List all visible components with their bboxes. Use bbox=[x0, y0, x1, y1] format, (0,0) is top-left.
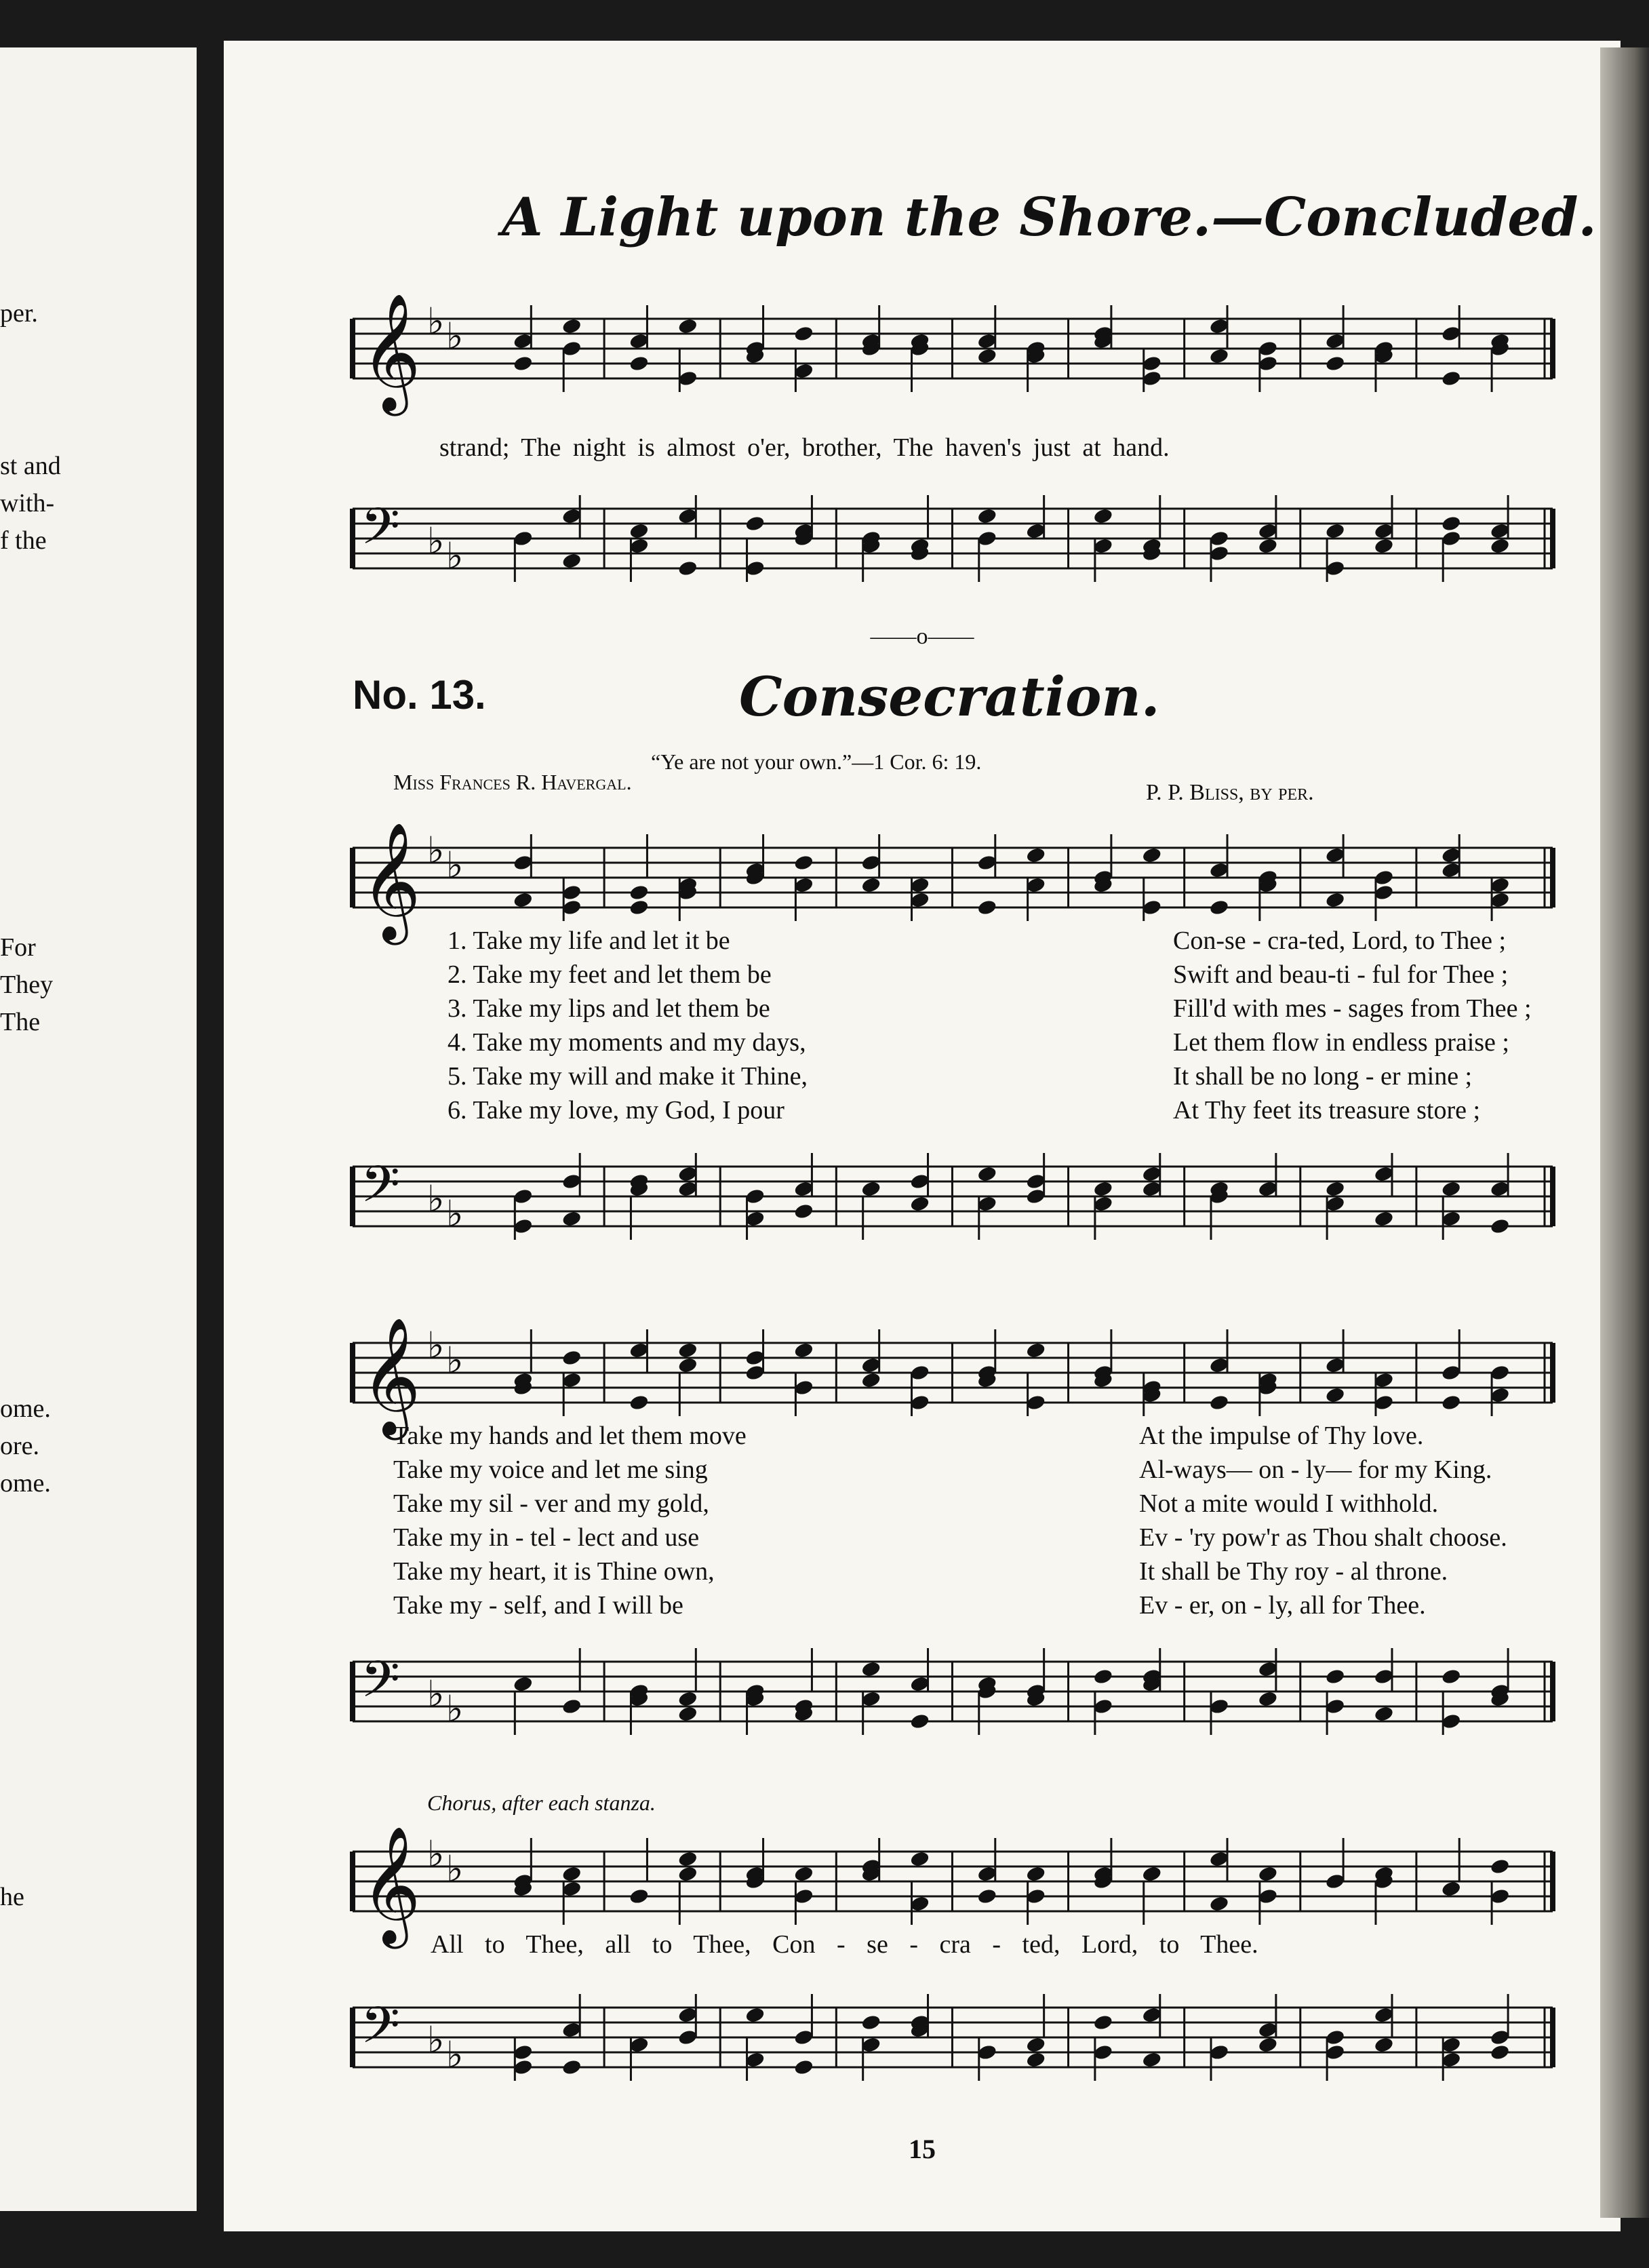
verse-line: Not a mite would I withhold. bbox=[1139, 1489, 1439, 1518]
facing-page-text: he bbox=[0, 1883, 24, 1911]
author-credit: Miss Frances R. Havergal. bbox=[393, 770, 632, 794]
note-head bbox=[1258, 2036, 1279, 2054]
hymnal-page bbox=[224, 41, 1621, 2231]
note-head bbox=[561, 552, 582, 570]
verse-line: Ev - er, on - ly, all for Thee. bbox=[1139, 1591, 1426, 1620]
treble-clef-icon: 𝄞 bbox=[361, 822, 421, 940]
note-head bbox=[909, 1850, 930, 1868]
note-head bbox=[629, 1394, 650, 1411]
music-staff-bass bbox=[339, 1133, 1573, 1262]
chorus-lyrics: All to Thee, all to Thee, Con - se - cra - ted, Lord, to Thee. bbox=[431, 1930, 1258, 1959]
note-head bbox=[1490, 1858, 1511, 1875]
note-head bbox=[629, 522, 650, 540]
facing-page-text: ore. bbox=[0, 1432, 40, 1460]
flat-icon: ♭ bbox=[427, 520, 445, 562]
note-head bbox=[1441, 370, 1462, 387]
flat-icon: ♭ bbox=[427, 1673, 445, 1715]
music-staff-bass bbox=[339, 475, 1573, 610]
flat-icon: ♭ bbox=[446, 1847, 464, 1890]
verse-line: 1. Take my life and let it be bbox=[448, 926, 730, 955]
note-head bbox=[744, 2006, 766, 2024]
flat-icon: ♭ bbox=[427, 1177, 445, 1220]
note-head bbox=[677, 317, 698, 335]
note-head bbox=[860, 1371, 881, 1389]
music-staff-bass bbox=[339, 1628, 1573, 1757]
song-title: A Light upon the Shore.—Concluded. bbox=[502, 187, 1597, 248]
verse-line: Take my - self, and I will be bbox=[393, 1591, 683, 1620]
flat-icon: ♭ bbox=[446, 1192, 464, 1235]
chorus-label: Chorus, after each stanza. bbox=[427, 1791, 656, 1815]
verse-line: Con-se - cra-ted, Lord, to Thee ; bbox=[1173, 926, 1507, 955]
verse-line: 4. Take my moments and my days, bbox=[448, 1028, 806, 1057]
verse-line: Take my in - tel - lect and use bbox=[393, 1523, 700, 1552]
song-title: Consecration. bbox=[739, 665, 1160, 728]
note-head bbox=[629, 899, 650, 916]
note-head bbox=[1490, 2044, 1511, 2061]
note-head bbox=[677, 1850, 698, 1868]
note-head bbox=[976, 1165, 997, 1183]
note-head bbox=[561, 2058, 582, 2076]
note-head bbox=[976, 507, 997, 525]
note-head bbox=[1141, 2051, 1162, 2069]
note-head bbox=[1441, 1394, 1462, 1411]
note-head bbox=[860, 876, 881, 894]
note-head bbox=[1093, 1180, 1114, 1198]
treble-clef-icon: 𝄞 bbox=[361, 1826, 421, 1944]
note-head bbox=[976, 347, 997, 365]
flat-icon: ♭ bbox=[446, 534, 464, 577]
note-head bbox=[1209, 347, 1230, 365]
note-head bbox=[1441, 515, 1462, 532]
note-head bbox=[1209, 1394, 1230, 1411]
note-head bbox=[1374, 537, 1395, 555]
verse-line: Take my hands and let them move bbox=[393, 1422, 747, 1450]
note-head bbox=[1490, 1217, 1511, 1235]
music-staff-treble bbox=[339, 1309, 1573, 1438]
verse-line: It shall be no long - er mine ; bbox=[1173, 1062, 1473, 1091]
facing-page-text: per. bbox=[0, 299, 38, 328]
flat-icon: ♭ bbox=[427, 829, 445, 872]
note-head bbox=[1441, 1880, 1462, 1898]
note-head bbox=[677, 1705, 698, 1723]
verse-line: 6. Take my love, my God, I pour bbox=[448, 1096, 784, 1125]
verse-line: Take my heart, it is Thine own, bbox=[393, 1557, 715, 1586]
note-head bbox=[561, 1210, 582, 1228]
note-head bbox=[860, 2014, 881, 2031]
verse-line: 2. Take my feet and let them be bbox=[448, 960, 772, 989]
note-head bbox=[561, 1349, 582, 1367]
verse-line: Ev - 'ry pow'r as Thou shalt choose. bbox=[1139, 1523, 1507, 1552]
note-head bbox=[793, 1342, 814, 1359]
note-head bbox=[1441, 1668, 1462, 1685]
note-head bbox=[744, 515, 766, 532]
facing-page-text: The bbox=[0, 1008, 41, 1036]
music-staff-treble bbox=[339, 1818, 1573, 1947]
epigraph: “Ye are not your own.”—1 Cor. 6: 19. bbox=[651, 749, 982, 774]
verse-line: At the impulse of Thy love. bbox=[1139, 1422, 1424, 1450]
flat-icon: ♭ bbox=[446, 1339, 464, 1382]
note-head bbox=[1258, 537, 1279, 555]
verse-line: At Thy feet its treasure store ; bbox=[1173, 1096, 1481, 1125]
note-head bbox=[909, 1713, 930, 1730]
note-head bbox=[1025, 1342, 1046, 1359]
verse-line: Swift and beau-ti - ful for Thee ; bbox=[1173, 960, 1509, 989]
treble-clef-icon: 𝄞 bbox=[361, 293, 421, 411]
note-head bbox=[1258, 1690, 1279, 1708]
note-head bbox=[793, 1203, 814, 1220]
note-head bbox=[629, 355, 650, 372]
note-head bbox=[513, 1675, 534, 1693]
note-head bbox=[677, 1865, 698, 1883]
note-head bbox=[677, 1342, 698, 1359]
facing-page-text: ome. bbox=[0, 1394, 51, 1423]
note-head bbox=[561, 1698, 582, 1715]
note-head bbox=[1209, 1895, 1230, 1913]
page-binding-edge bbox=[1600, 47, 1649, 2218]
note-head bbox=[1374, 1705, 1395, 1723]
music-staff-treble bbox=[339, 814, 1573, 943]
flat-icon: ♭ bbox=[427, 1833, 445, 1875]
verse-line: 3. Take my lips and let them be bbox=[448, 994, 770, 1023]
verse-line: Fill'd with mes - sages from Thee ; bbox=[1173, 994, 1532, 1023]
note-head bbox=[561, 317, 582, 335]
verse-line: Take my sil - ver and my gold, bbox=[393, 1489, 709, 1518]
note-head bbox=[1025, 2051, 1046, 2069]
note-head bbox=[677, 1690, 698, 1708]
note-head bbox=[1258, 1865, 1279, 1883]
note-head bbox=[860, 1660, 881, 1678]
facing-page-text: For bbox=[0, 933, 36, 962]
note-head bbox=[1374, 2036, 1395, 2054]
note-head bbox=[1093, 507, 1114, 525]
hymn-number: No. 13. bbox=[353, 672, 486, 718]
verse-line: 5. Take my will and make it Thine, bbox=[448, 1062, 808, 1091]
flat-icon: ♭ bbox=[446, 844, 464, 886]
note-head bbox=[1093, 2014, 1114, 2031]
note-head bbox=[513, 891, 534, 909]
note-head bbox=[629, 1888, 650, 1905]
lyrics-line: strand; The night is almost o'er, brother, The haven's just at hand. bbox=[439, 433, 1170, 462]
note-head bbox=[1325, 1668, 1346, 1685]
note-head bbox=[793, 854, 814, 872]
verse-line: Take my voice and let me sing bbox=[393, 1455, 708, 1484]
note-head bbox=[976, 899, 997, 916]
music-staff-treble bbox=[339, 285, 1573, 421]
note-head bbox=[1209, 899, 1230, 916]
facing-page-edge bbox=[0, 47, 197, 2211]
treble-clef-icon: 𝄞 bbox=[361, 1317, 421, 1435]
bass-clef-icon: 𝄢 bbox=[361, 497, 400, 568]
note-head bbox=[1325, 1386, 1346, 1404]
note-head bbox=[1025, 1865, 1046, 1883]
flat-icon: ♭ bbox=[446, 315, 464, 357]
facing-page-text: with- bbox=[0, 489, 55, 517]
music-staff-bass bbox=[339, 1974, 1573, 2103]
composer-credit: P. P. Bliss, by per. bbox=[1146, 780, 1314, 805]
note-head bbox=[976, 1888, 997, 1905]
verse-line: Let them flow in endless praise ; bbox=[1173, 1028, 1509, 1057]
note-head bbox=[793, 325, 814, 343]
facing-page-text: f the bbox=[0, 526, 47, 555]
note-head bbox=[1325, 355, 1346, 372]
flat-icon: ♭ bbox=[427, 2018, 445, 2061]
note-head bbox=[860, 1180, 881, 1198]
note-head bbox=[677, 560, 698, 577]
note-head bbox=[1141, 846, 1162, 864]
note-head bbox=[561, 1865, 582, 1883]
note-head bbox=[1325, 522, 1346, 540]
note-head bbox=[1325, 891, 1346, 909]
note-head bbox=[793, 1865, 814, 1883]
note-head bbox=[1093, 1668, 1114, 1685]
note-head bbox=[629, 884, 650, 901]
verse-line: It shall be Thy roy - al throne. bbox=[1139, 1557, 1448, 1586]
bass-clef-icon: 𝄢 bbox=[361, 1155, 400, 1226]
bass-clef-icon: 𝄢 bbox=[361, 1650, 400, 1721]
facing-page-text: They bbox=[0, 971, 54, 999]
flat-icon: ♭ bbox=[446, 1687, 464, 1730]
note-head bbox=[1374, 1210, 1395, 1228]
note-head bbox=[793, 2058, 814, 2076]
note-head bbox=[513, 355, 534, 372]
note-head bbox=[677, 1356, 698, 1374]
note-head bbox=[1025, 2036, 1046, 2054]
bass-clef-icon: 𝄢 bbox=[361, 1996, 400, 2067]
note-head bbox=[909, 1195, 930, 1213]
note-head bbox=[1325, 1180, 1346, 1198]
facing-page-text: st and bbox=[0, 452, 61, 480]
note-head bbox=[1025, 846, 1046, 864]
note-head bbox=[1441, 1180, 1462, 1198]
facing-page-text: ome. bbox=[0, 1469, 51, 1498]
verse-line: Al-ways— on - ly— for my King. bbox=[1139, 1455, 1492, 1484]
section-divider: ——o—— bbox=[870, 624, 974, 649]
flat-icon: ♭ bbox=[427, 300, 445, 343]
page-number: 15 bbox=[909, 2134, 936, 2164]
note-head bbox=[1141, 1865, 1162, 1883]
note-head bbox=[1490, 537, 1511, 555]
flat-icon: ♭ bbox=[446, 2033, 464, 2076]
flat-icon: ♭ bbox=[427, 1324, 445, 1367]
